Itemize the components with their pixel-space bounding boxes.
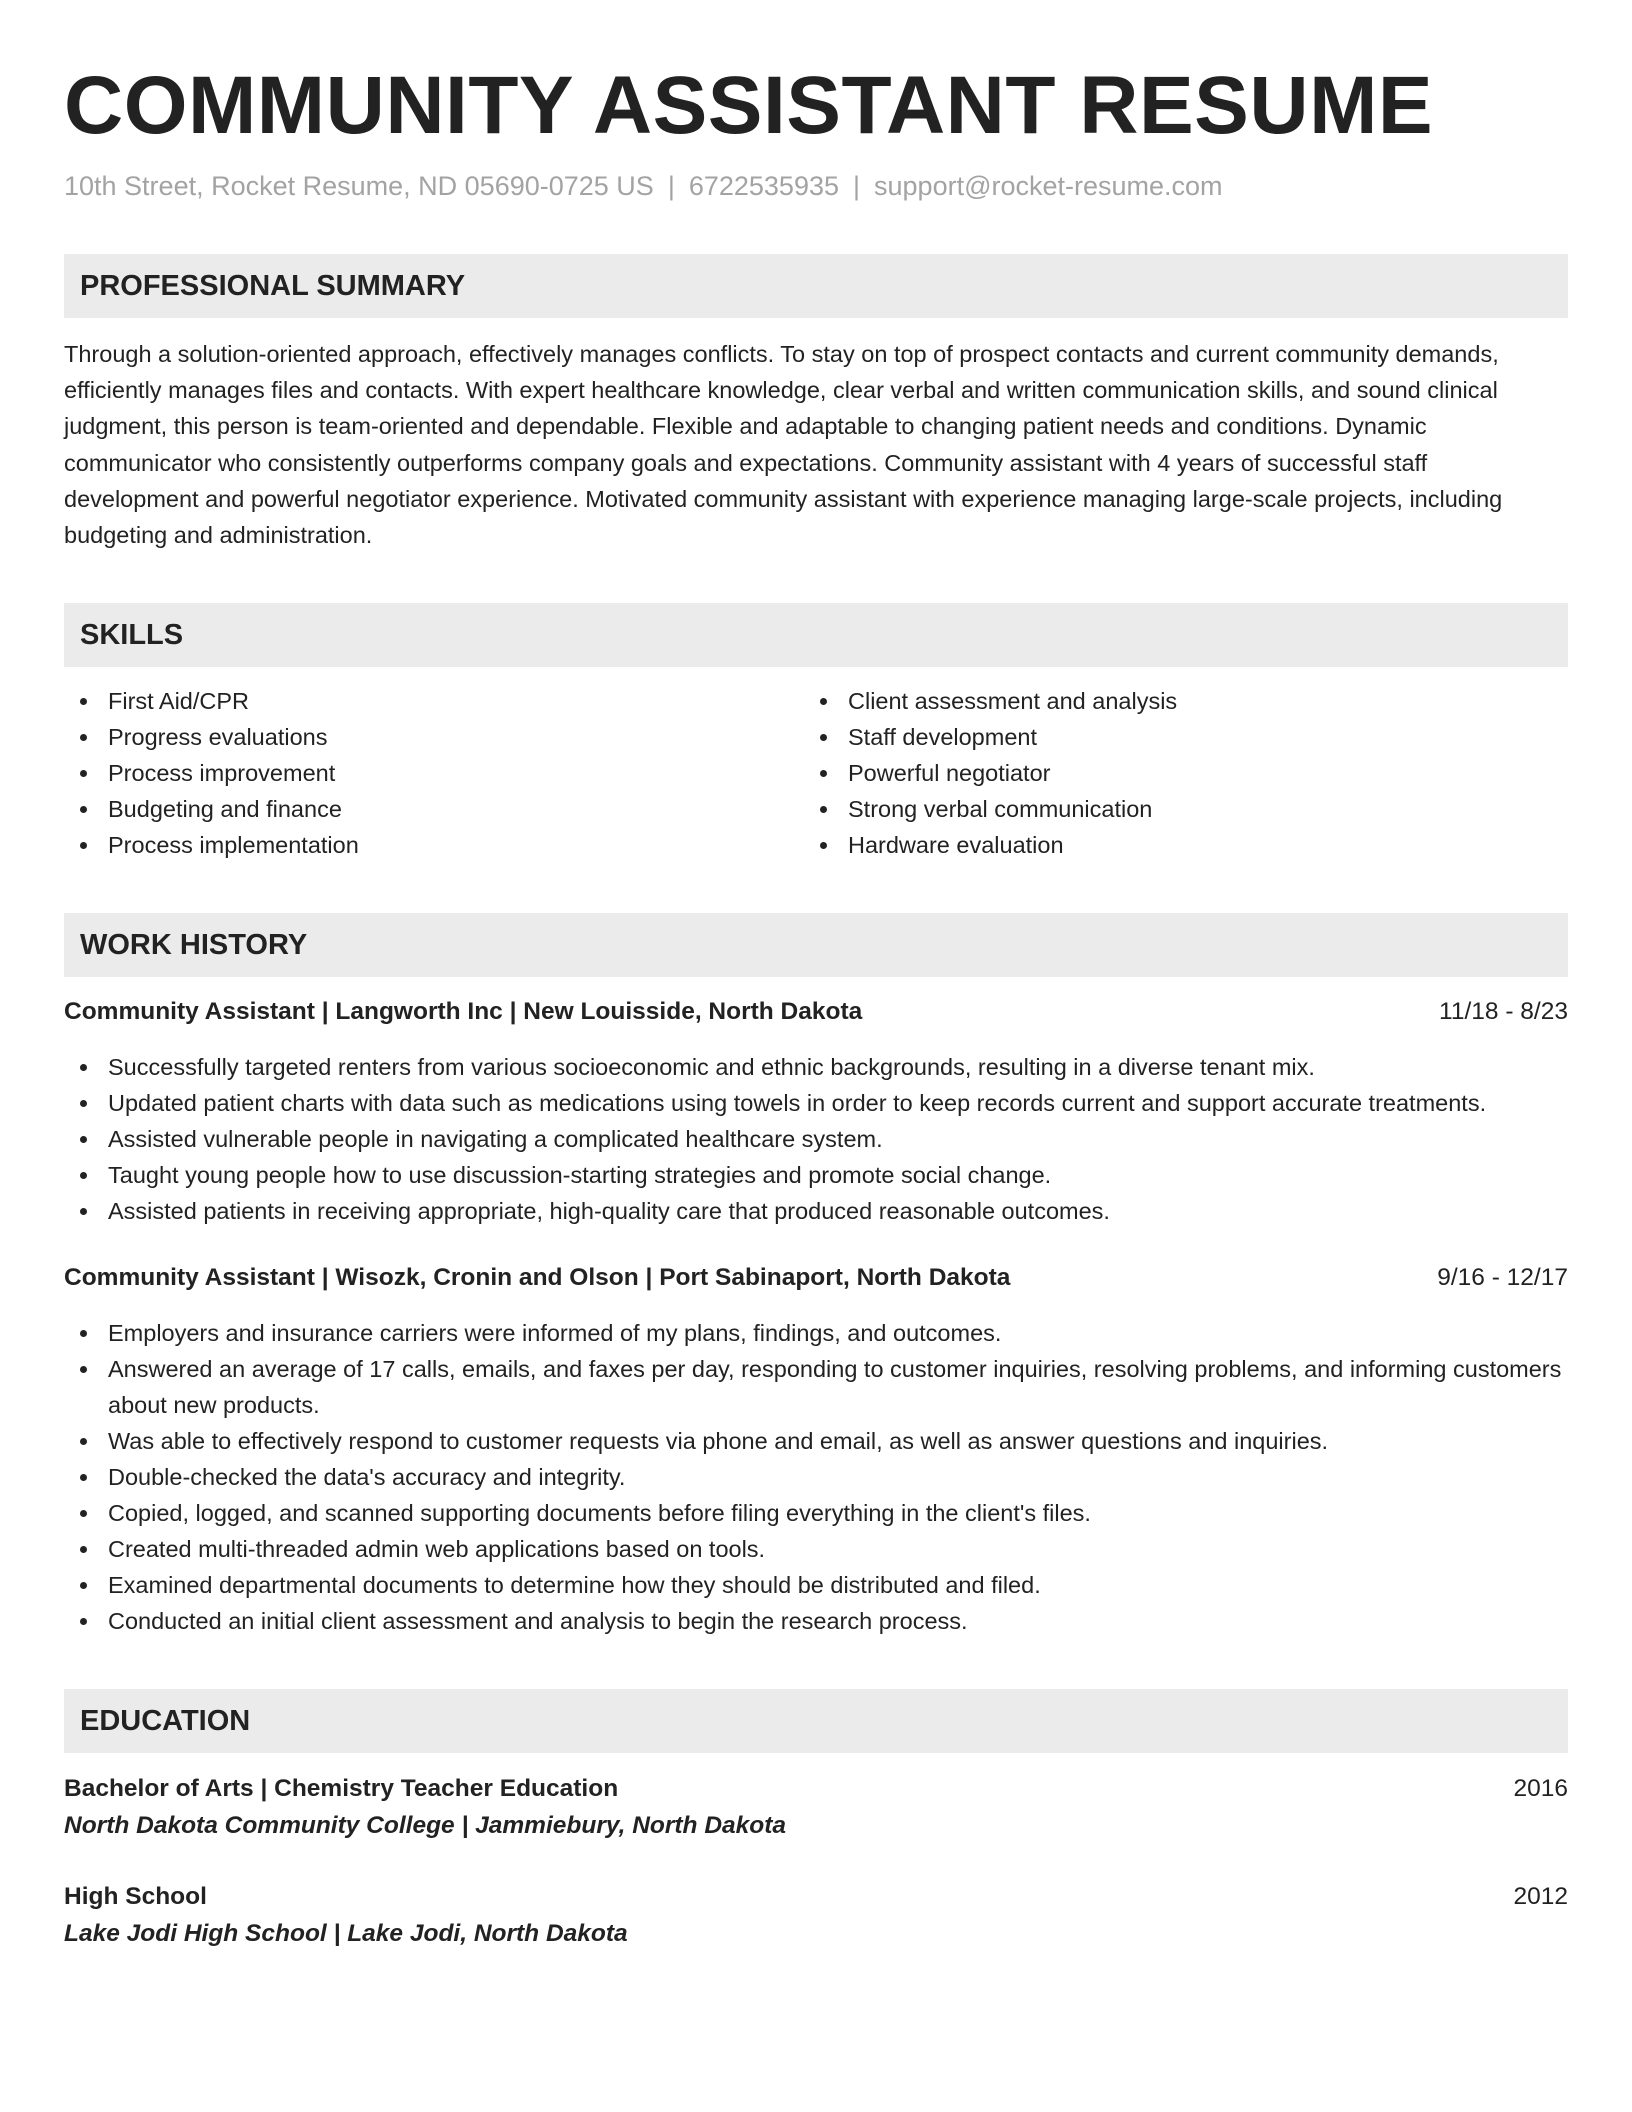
job-duty-item: Assisted vulnerable people in navigating a complicated healthcare system. [64, 1121, 1568, 1157]
section-heading-education: EDUCATION [64, 1689, 1568, 1753]
section-heading-work-history: WORK HISTORY [64, 913, 1568, 977]
contact-address: 10th Street, Rocket Resume, ND 05690-0725 US [64, 171, 654, 201]
education-header [64, 1879, 1568, 1915]
job-duty-item: Double-checked the data's accuracy and integrity. [64, 1459, 1568, 1495]
skill-item: Process improvement [64, 755, 804, 791]
skills-column-right [804, 683, 1556, 863]
contact-separator: | [853, 171, 861, 201]
education-degree: High School [64, 1883, 207, 1911]
education-year: 2012 [1513, 1883, 1568, 1911]
contact-email: support@rocket-resume.com [874, 171, 1223, 201]
job-dates: 9/16 - 12/17 [1437, 1264, 1568, 1292]
job-duty-item: Created multi-threaded admin web applications based on tools. [64, 1531, 1568, 1567]
job-duties [64, 1315, 1568, 1639]
skill-item: Client assessment and analysis [804, 683, 1556, 719]
education-entry [64, 1771, 1568, 1845]
skill-item: Progress evaluations [64, 719, 804, 755]
skill-item: First Aid/CPR [64, 683, 804, 719]
job-title: Community Assistant | Wisozk, Cronin and Olson | Port Sabinaport, North Dakota [64, 1264, 1011, 1292]
skill-item: Process implementation [64, 827, 804, 863]
education-header [64, 1771, 1568, 1807]
job-duty-item: Copied, logged, and scanned supporting documents before filing everything in the client's files. [64, 1495, 1568, 1531]
job-duty-item: Was able to effectively respond to customer requests via phone and email, as well as answer questions and inquiries. [64, 1423, 1568, 1459]
skill-item: Strong verbal communication [804, 791, 1556, 827]
contact-separator: | [667, 171, 675, 201]
skill-item: Powerful negotiator [804, 755, 1556, 791]
education-school: North Dakota Community College | Jammiebury, North Dakota [64, 1812, 787, 1840]
job-entry [64, 995, 1568, 1229]
job-duty-item: Employers and insurance carriers were informed of my plans, findings, and outcomes. [64, 1315, 1568, 1351]
education-degree: Bachelor of Arts | Chemistry Teacher Education [64, 1775, 619, 1803]
skill-item: Budgeting and finance [64, 791, 804, 827]
education-school: Lake Jodi High School | Lake Jodi, North Dakota [64, 1920, 628, 1948]
contact-phone: 6722535935 [688, 171, 839, 201]
job-header [64, 995, 1568, 1029]
job-duties [64, 1049, 1568, 1229]
education-entry [64, 1879, 1568, 1953]
job-dates: 11/18 - 8/23 [1439, 998, 1568, 1026]
skills-list [64, 683, 1568, 863]
job-header [64, 1261, 1568, 1295]
job-duty-item: Successfully targeted renters from various socioeconomic and ethnic backgrounds, resulting in a diverse tenant mix. [64, 1049, 1568, 1085]
job-duty-item: Examined departmental documents to determine how they should be distributed and filed. [64, 1567, 1568, 1603]
job-duty-item: Updated patient charts with data such as medications using towels in order to keep records current and support accurate treatments. [64, 1085, 1568, 1121]
job-duty-item: Taught young people how to use discussion-starting strategies and promote social change. [64, 1157, 1568, 1193]
section-heading-summary: PROFESSIONAL SUMMARY [64, 254, 1568, 318]
section-heading-skills: SKILLS [64, 603, 1568, 667]
job-title: Community Assistant | Langworth Inc | New Louisside, North Dakota [64, 998, 863, 1026]
job-duty-item: Conducted an initial client assessment and analysis to begin the research process. [64, 1603, 1568, 1639]
summary-text: Through a solution-oriented approach, effectively manages conflicts. To stay on top of prospect contacts and current community demands, efficiently manages files and contacts. With expert healthcare knowledge, clear verbal and written communication skills, and sound clinical judgment, this person is team-oriented and dependable. Flexible and adaptable to changing patient needs and conditions. Dynamic communicator who consistently outperforms company goals and expectations. Community assistant with 4 years of successful staff development and powerful negotiator experience. Motivated community assistant with experience managing large-scale projects, including budgeting and administration. [64, 341, 1503, 549]
job-entry [64, 1261, 1568, 1639]
education-year: 2016 [1513, 1775, 1568, 1803]
skill-item: Staff development [804, 719, 1556, 755]
resume-title: COMMUNITY ASSISTANT RESUME [64, 60, 1434, 151]
contact-line [64, 168, 1568, 204]
skills-column-left [64, 683, 804, 863]
job-duty-item: Answered an average of 17 calls, emails, and faxes per day, responding to customer inquiries, resolving problems, and informing customers about new products. [64, 1351, 1568, 1423]
skill-item: Hardware evaluation [804, 827, 1556, 863]
job-duty-item: Assisted patients in receiving appropriate, high-quality care that produced reasonable outcomes. [64, 1193, 1568, 1229]
